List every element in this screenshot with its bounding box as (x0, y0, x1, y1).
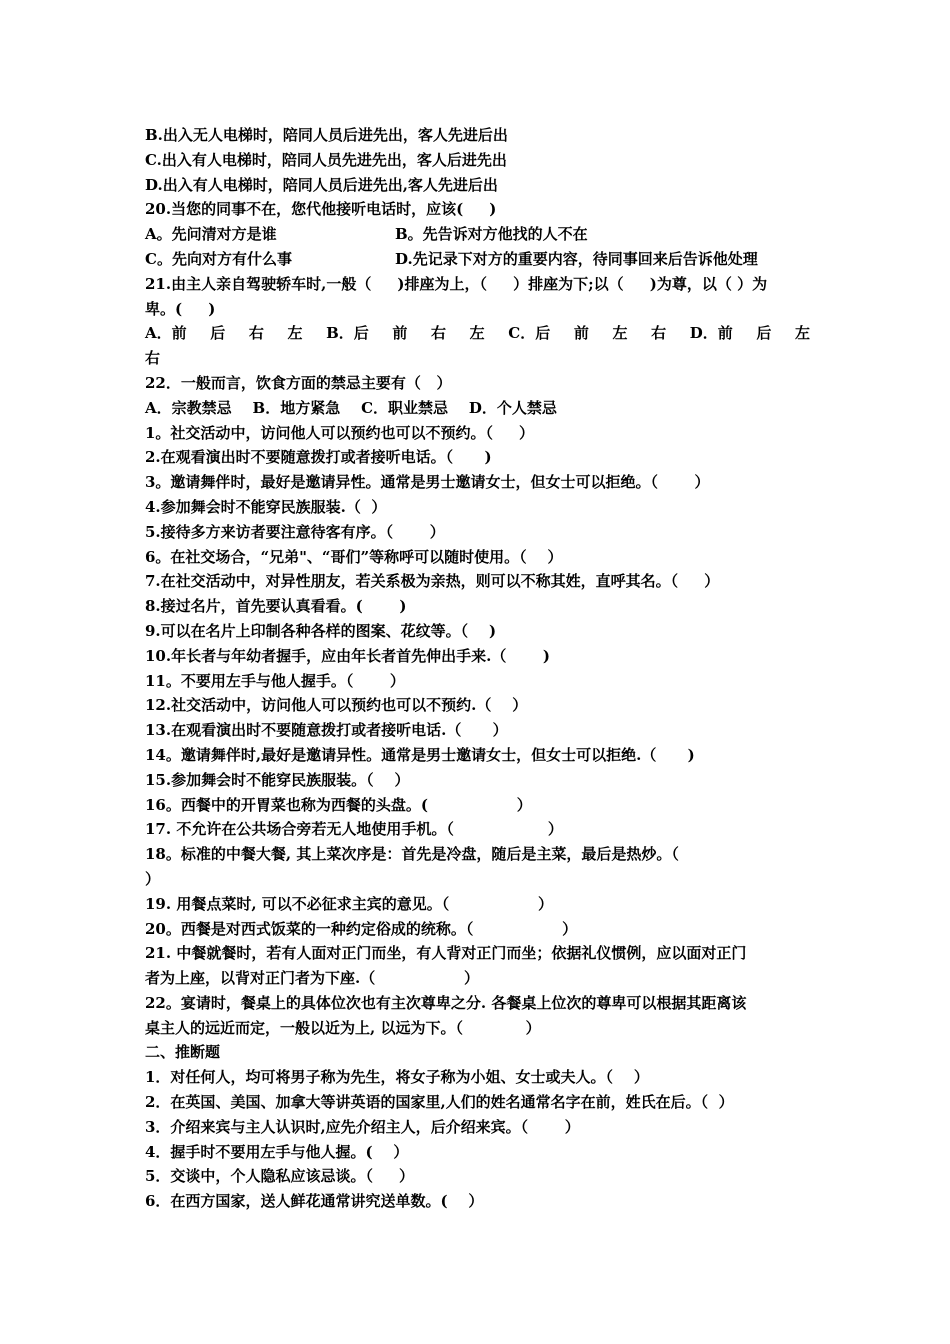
statement-3: 3。邀请舞伴时，最好是邀请异性。通常是男士邀请女士，但女士可以拒绝。（ ） (145, 473, 710, 492)
statement-19: 19. 用餐点菜时, 可以不必征求主宾的意见。（ ） (145, 894, 554, 913)
option-d-elevator: D.出入有人电梯时，陪同人员后进先出,客人先进后出 (145, 175, 498, 194)
statement-20: 20。西餐是对西式饭菜的一种约定俗成的统称。（ ） (145, 919, 578, 938)
statement-10: 10.年长者与年幼者握手，应由年长者首先伸出手来.（ ) (145, 646, 550, 665)
judgement-5: 5．交谈中，个人隐私应该忌谈。（ ） (145, 1167, 415, 1186)
option-token: 前 (573, 324, 589, 343)
judgement-4: 4．握手时不要用左手与他人握。( ） (145, 1142, 409, 1161)
statement-4: 4.参加舞会时不能穿民族服装.（ ） (145, 497, 387, 516)
option-d: D.先记录下对方的重要内容，待同事回来后告诉他处理 (395, 249, 758, 268)
option-c-elevator: C.出入有人电梯时，陪同人员先进先出，客人后进先出 (145, 150, 507, 169)
option-c: C。先向对方有什么事 (145, 249, 292, 268)
question-20-options-cd (145, 247, 810, 272)
option-token: 右 (431, 324, 447, 343)
statement-15: 15.参加舞会时不能穿民族服装。（ ） (145, 770, 410, 789)
statement-5: 5.接待多方来访者要注意待客有序。（ ） (145, 522, 445, 541)
statement-18-line2: ） (145, 869, 161, 888)
statement-6: 6。在社交场合，“兄弟"、“哥们”等称呼可以随时使用。（ ） (145, 547, 563, 566)
statement-16: 16。西餐中的开胃菜也称为西餐的头盘。( ） (145, 795, 532, 814)
option-a: A。先问清对方是谁 (145, 225, 277, 244)
judgement-2: 2．在英国、美国、加拿大等讲英语的国家里,人们的姓名通常名字在前，姓氏在后。（ ） (145, 1093, 734, 1112)
option-token: 左 (469, 324, 485, 343)
section-heading: 二、推断题 (145, 1043, 221, 1062)
option-token: B．后 (326, 324, 369, 343)
statement-8: 8.接过名片，首先要认真看看。( ) (145, 597, 407, 616)
question-20-options-ab (145, 222, 810, 247)
judgement-3: 3．介绍来宾与主人认识时,应先介绍主人，后介绍来宾。（ ） (145, 1117, 580, 1136)
question-20: 20.当您的同事不在，您代他接听电话时，应该( ) (145, 200, 497, 219)
question-21-options (145, 321, 810, 346)
statement-1: 1。社交活动中，访问他人可以预约也可以不预约。（ ） (145, 423, 535, 442)
option-token: 前 (392, 324, 408, 343)
option-token: 左 (794, 324, 810, 343)
statement-9: 9.可以在名片上印制各种各样的图案、花纹等。（ ) (145, 621, 497, 640)
statement-14: 14。邀请舞伴时,最好是邀请异性。通常是男士邀请女士，但女士可以拒绝.（ ) (145, 745, 695, 764)
question-21-line1: 21.由主人亲自驾驶轿车时,一般（ )排座为上，（ ）排座为下;以（ )为尊，以（ ）为 (145, 274, 768, 293)
statement-21-line1: 21. 中餐就餐时，若有人面对正门而坐，有人背对正门而坐；依据礼仪惯例，应以面对正门 (145, 944, 747, 963)
judgement-1: 1．对任何人，均可将男子称为先生，将女子称为小姐、女士或夫人。（ ） (145, 1068, 649, 1087)
option-token: D．前 (689, 324, 733, 343)
statement-2: 2.在观看演出时不要随意拨打或者接听电话。（ ) (145, 448, 492, 467)
judgement-6: 6．在西方国家，送人鲜花通常讲究送单数。( ） (145, 1192, 484, 1211)
option-token: 右 (248, 324, 264, 343)
option-b-elevator: B.出入无人电梯时，陪同人员后进先出，客人先进后出 (145, 126, 508, 144)
statement-12: 12.社交活动中，访问他人可以预约也可以不预约.（ ） (145, 696, 528, 715)
statement-21-line2: 者为上座，以背对正门者为下座.（ ） (145, 969, 480, 988)
option-token: A．前 (145, 324, 187, 343)
statement-22-line1: 22。宴请时，餐桌上的具体位次也有主次尊卑之分. 各餐桌上位次的尊卑可以根据其距离该 (145, 993, 747, 1012)
statement-7: 7.在社交活动中，对异性朋友，若关系极为亲热，则可以不称其姓，直呼其名。（ ） (145, 572, 720, 591)
statement-18-line1: 18。标准的中餐大餐, 其上菜次序是：首先是冷盘，随后是主菜，最后是热炒。（ (145, 845, 679, 864)
statement-17: 17. 不允许在公共场合旁若无人地使用手机。（ ） (145, 820, 563, 839)
option-token: 右 (651, 324, 667, 343)
question-22: 22．一般而言，饮食方面的禁忌主要有（ ） (145, 373, 452, 392)
statement-13: 13.在观看演出时不要随意拨打或者接听电话.（ ） (145, 721, 508, 740)
question-21-line3: 右 (145, 349, 161, 368)
question-22-options: A．宗教禁忌 B．地方紧急 C．职业禁忌 D．个人禁忌 (145, 398, 557, 417)
option-token: 后 (210, 324, 226, 343)
statement-11: 11。不要用左手与他人握手。（ ） (145, 671, 405, 690)
statement-22-line2: 桌主人的远近而定，一般以近为上, 以远为下。（ ） (145, 1018, 541, 1037)
option-token: 左 (287, 324, 303, 343)
question-21-line2: 卑。( ) (145, 299, 216, 318)
option-token: C．后 (508, 324, 551, 343)
option-b: B。先告诉对方他找的人不在 (395, 225, 588, 244)
option-token: 左 (612, 324, 628, 343)
document-page (145, 123, 810, 1214)
option-token: 后 (756, 324, 772, 343)
